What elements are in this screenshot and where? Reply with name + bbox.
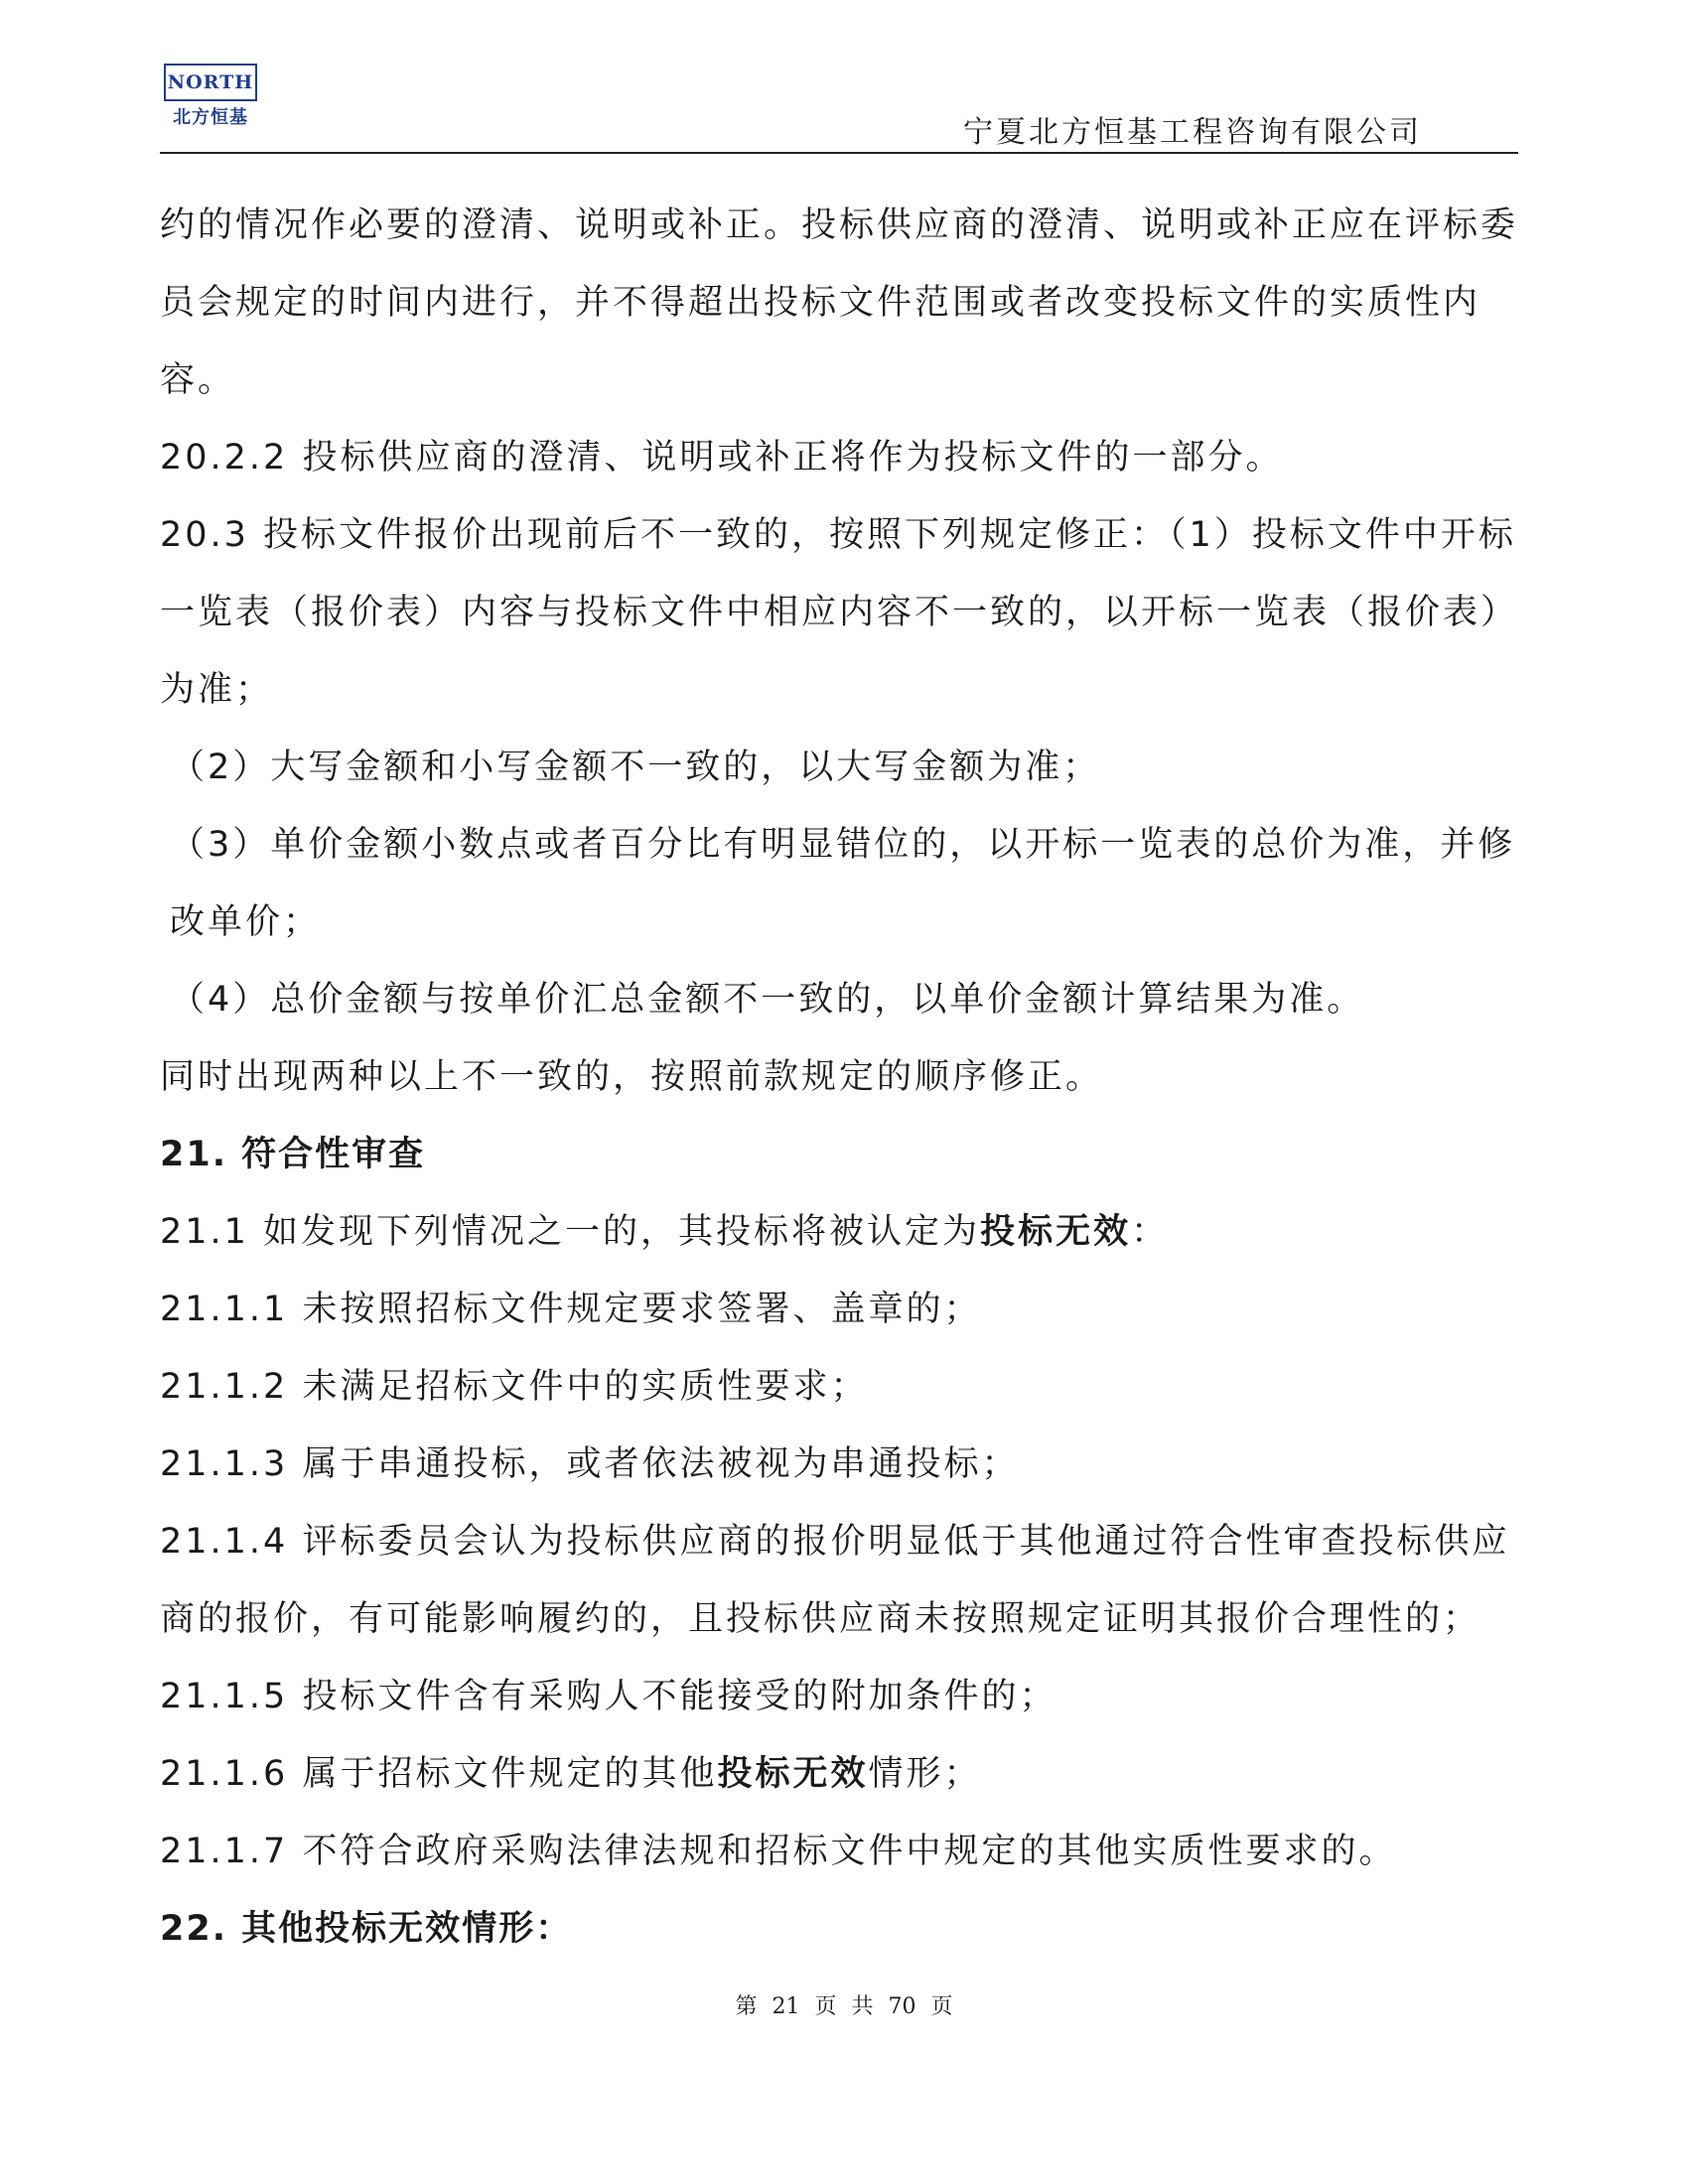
paragraph-clarification: 约的情况作必要的澄清、说明或补正。投标供应商的澄清、说明或补正应在评标委员会规定的时间内进行，并不得超出投标文件范围或者改变投标文件的实质性内容。 (160, 205, 1519, 400)
paragraph-21-1-text: 21.1 如发现下列情况之一的，其投标将被认定为 (160, 1212, 981, 1252)
section-heading-22: 22. 其他投标无效情形： (160, 1909, 573, 1949)
logo-chinese-text: 北方恒基 (173, 107, 248, 128)
paragraph-21-1-1: 21.1.1 未按照招标文件规定要求签署、盖章的； (160, 1290, 982, 1329)
paragraph-21-1-colon: ： (1131, 1212, 1170, 1252)
paragraph-21-1-4: 21.1.4 评标委员会认为投标供应商的报价明显低于其他通过符合性审查投标供应商的报价，有可能影响履约的，且投标供应商未按照规定证明其报价合理性的； (160, 1522, 1510, 1639)
header-divider (160, 152, 1518, 154)
paragraph-20-3: 20.3 投标文件报价出现前后不一致的，按照下列规定修正：（1）投标文件中开标一览表（报价表）内容与投标文件中相应内容不一致的，以开标一览表（报价表）为准； (160, 515, 1519, 710)
logo-english-text: NORTH (164, 64, 257, 101)
paragraph-21-1-7: 21.1.7 不符合政府采购法律法规和招标文件中规定的其他实质性要求的。 (160, 1832, 1397, 1871)
page-number: 第 21 页 共 70 页 (735, 1994, 953, 2019)
paragraph-21-1 (160, 1193, 1518, 1271)
paragraph-21-1-3: 21.1.3 属于串通投标，或者依法被视为串通投标； (160, 1444, 1020, 1484)
paragraph-21-1-5: 21.1.5 投标文件含有采购人不能接受的附加条件的； (160, 1677, 1057, 1716)
paragraph-21-1-6 (160, 1735, 1518, 1813)
paragraph-21-1-2: 21.1.2 未满足招标文件中的实质性要求； (160, 1367, 869, 1407)
paragraph-21-1-6-text: 21.1.6 属于招标文件规定的其他 (160, 1754, 718, 1794)
paragraph-21-1-6-suffix: 情形； (868, 1754, 982, 1794)
bold-invalid-bid-2: 投标无效 (717, 1754, 869, 1794)
company-logo (164, 64, 257, 129)
list-item-2: （2）大写金额和小写金额不一致的，以大写金额为准； (170, 748, 1101, 787)
paragraph-20-2-2: 20.2.2 投标供应商的澄清、说明或补正将作为投标文件的一部分。 (160, 438, 1284, 478)
document-body (160, 187, 1518, 1968)
list-item-4: （4）总价金额与按单价汇总金额不一致的，以单价金额计算结果为准。 (170, 980, 1365, 1020)
bold-invalid-bid: 投标无效 (980, 1212, 1132, 1252)
company-name: 宁夏北方恒基工程咨询有限公司 (963, 115, 1422, 150)
paragraph-order-note: 同时出现两种以上不一致的，按照前款规定的顺序修正。 (160, 1057, 1104, 1097)
list-item-3: （3）单价金额小数点或者百分比有明显错位的，以开标一览表的总价为准，并修改单价； (170, 825, 1516, 942)
section-heading-21: 21. 符合性审查 (160, 1135, 426, 1174)
